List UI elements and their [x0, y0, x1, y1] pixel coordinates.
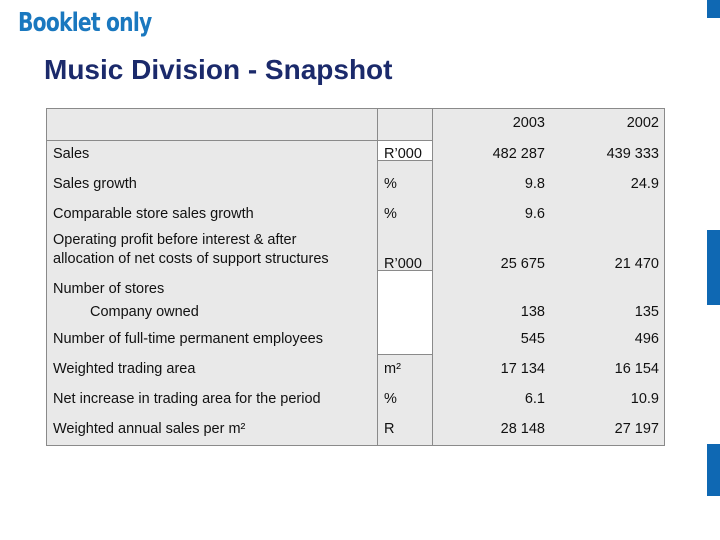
- row-label: Net increase in trading area for the period: [53, 391, 321, 407]
- row-value-2003: 482 287: [492, 146, 545, 162]
- row-label: Number of stores: [53, 281, 165, 297]
- row-value-2002: 135: [634, 304, 659, 320]
- column-header-2003: 2003: [512, 115, 545, 131]
- row-label: Sales: [53, 146, 90, 162]
- row-label-continued: allocation of net costs of support structures: [53, 251, 329, 267]
- row-value-2002: 16 154: [614, 361, 659, 377]
- row-label: Operating profit before interest & after: [53, 232, 297, 248]
- row-value-2002: 439 333: [606, 146, 659, 162]
- page-title: Music Division - Snapshot: [44, 54, 393, 85]
- row-label: Number of full-time permanent employees: [53, 331, 323, 347]
- row-value-2003: 138: [520, 304, 545, 320]
- booklet-only-label: Booklet only: [18, 8, 152, 38]
- row-value-2003: 6.1: [524, 391, 545, 407]
- sidebar-accent-middle: [707, 230, 720, 305]
- row-value-2002: 24.9: [630, 176, 659, 192]
- snapshot-table: [46, 108, 665, 446]
- row-value-2002: 10.9: [630, 391, 659, 407]
- row-value-2003: 25 675: [500, 256, 545, 272]
- row-value-2002: 27 197: [614, 421, 659, 437]
- row-label: Weighted annual sales per m²: [53, 421, 246, 437]
- row-value-2003: 17 134: [500, 361, 545, 377]
- row-unit: %: [384, 176, 397, 192]
- row-label: Comparable store sales growth: [53, 206, 254, 222]
- column-header-2002: 2002: [626, 115, 659, 131]
- row-label: Sales growth: [53, 176, 137, 192]
- row-unit: m²: [384, 361, 401, 377]
- row-unit: R’000: [384, 146, 422, 162]
- sidebar-accent-top: [707, 0, 720, 18]
- row-value-2003: 9.8: [524, 176, 545, 192]
- row-unit: R’000: [384, 256, 422, 272]
- row-label: Weighted trading area: [53, 361, 196, 377]
- row-unit: %: [384, 391, 397, 407]
- sidebar-accent-bottom: [707, 444, 720, 496]
- row-unit: %: [384, 206, 397, 222]
- row-unit: R: [384, 421, 395, 437]
- row-value-2002: 496: [634, 331, 659, 347]
- row-value-2003: 28 148: [500, 421, 545, 437]
- row-value-2003: 9.6: [524, 206, 545, 222]
- row-value-2003: 545: [520, 331, 545, 347]
- row-sub-label: Company owned: [90, 304, 199, 320]
- row-value-2002: 21 470: [614, 256, 659, 272]
